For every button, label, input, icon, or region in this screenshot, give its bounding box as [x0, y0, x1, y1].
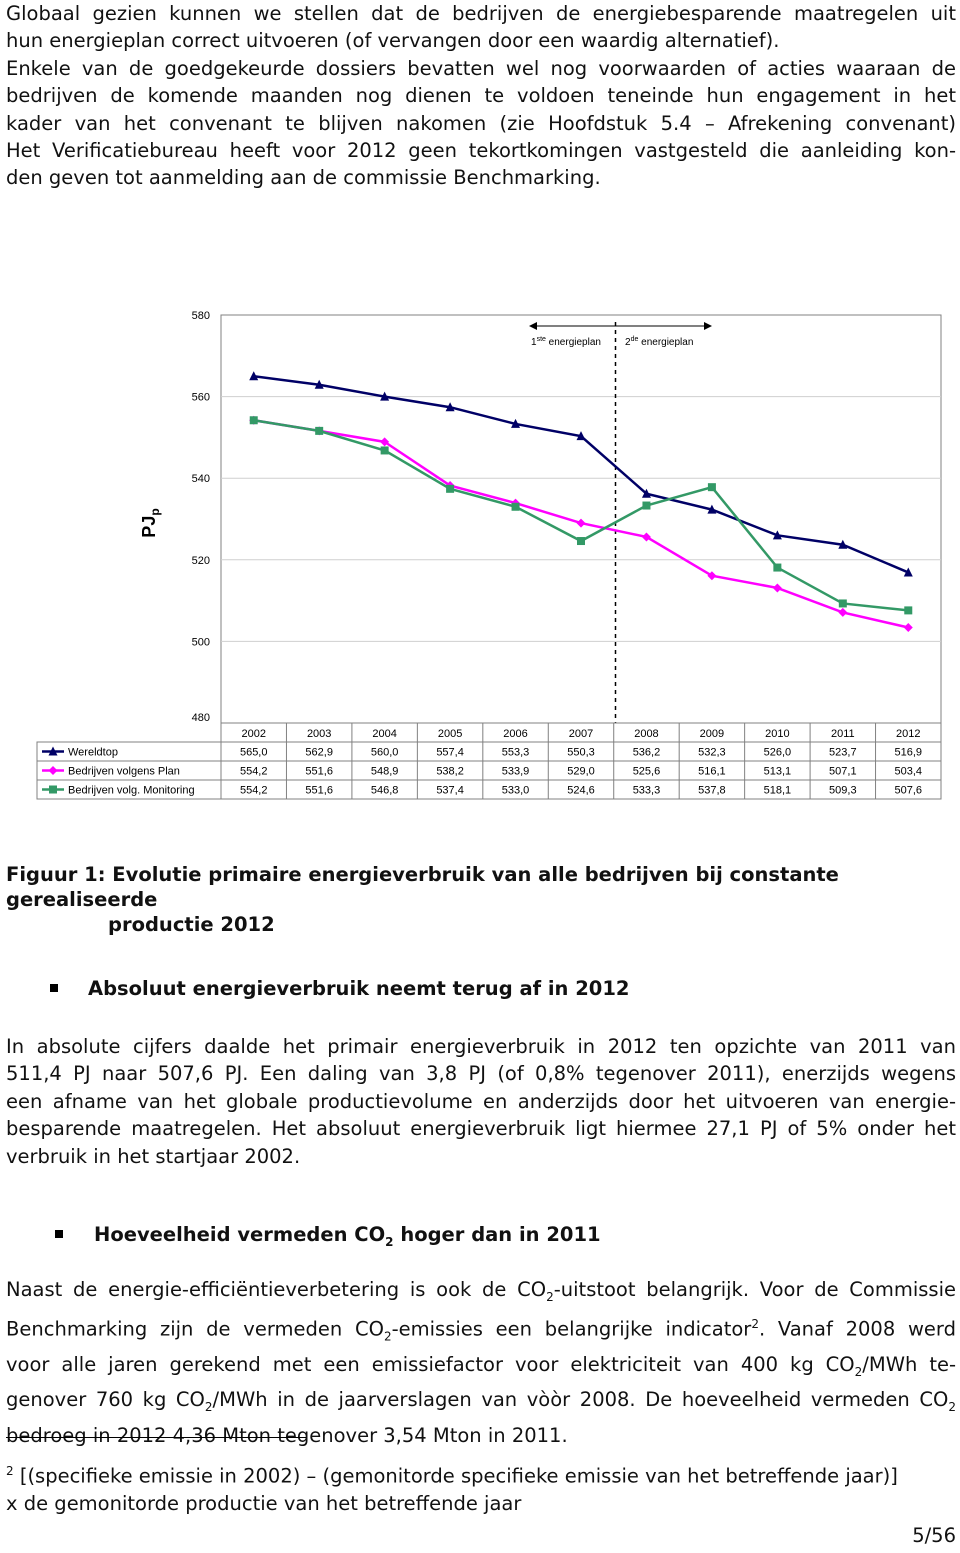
section1-line: een afname van het globale productievolume en anderzijds door het uitvoeren van energie- — [6, 1089, 956, 1113]
text-run: -uitstoot belangrijk. Voor de Commissie — [553, 1278, 956, 1301]
legend-label: Wereldtop — [68, 746, 118, 759]
table-cell: 533,0 — [501, 784, 530, 797]
table-cell: 548,9 — [370, 765, 399, 778]
subscript: 2 — [204, 1400, 213, 1415]
table-cell: 516,9 — [894, 746, 923, 759]
section2-line — [6, 1386, 956, 1421]
intro-line: Het Verificatiebureau heeft voor 2012 geen tekortkomingen vastgesteld die aanleiding kon- — [6, 139, 956, 163]
table-cell: 533,3 — [632, 784, 661, 797]
text-run: Benchmarking zijn de vermeden CO — [6, 1317, 384, 1341]
text-run: genover 760 kg CO — [6, 1388, 205, 1412]
y-tick-label: 520 — [191, 554, 210, 567]
y-tick-label: 540 — [191, 473, 210, 486]
section2-line: bedroeg in 2012 4,36 Mton tegenover 3,54 Mton in 2011. — [6, 1423, 568, 1447]
table-cell: 513,1 — [763, 765, 792, 778]
y-tick-labels — [192, 310, 210, 724]
table-cell: 562,9 — [305, 746, 333, 759]
table-cell: 525,6 — [632, 765, 661, 778]
x-tick-label: 2005 — [437, 728, 463, 740]
section2-paragraph — [6, 1276, 956, 1449]
y-tick-label: 580 — [191, 310, 210, 322]
bullet-icon — [55, 1230, 63, 1238]
table-cell: 546,8 — [370, 784, 399, 797]
footnote-line-1 — [6, 1458, 898, 1490]
section2-heading — [94, 1223, 601, 1249]
y-tick-label: 500 — [191, 636, 210, 649]
section1-paragraph — [6, 1033, 956, 1170]
table-cell: 532,3 — [698, 746, 726, 759]
y-tick-label: 560 — [191, 391, 210, 404]
subscript: 2 — [854, 1364, 863, 1379]
section2-line — [6, 1276, 956, 1311]
intro-line: den geven tot aanmelding aan de commissie Benchmarking. — [6, 166, 601, 190]
footnote-rule — [6, 1437, 306, 1438]
table-cell: 536,2 — [632, 746, 661, 759]
legend-marker — [49, 766, 58, 775]
section2-heading-a: Hoeveelheid vermeden CO — [94, 1223, 386, 1246]
x-tick-label: 2009 — [699, 728, 725, 740]
data-point — [642, 502, 650, 510]
section1-line: In absolute cijfers daalde het primair energieverbruik in 2012 ten opzichte van 2011 van — [6, 1035, 956, 1058]
table-cell: 526,0 — [763, 746, 792, 759]
section2-heading-b: hoger dan in 2011 — [393, 1223, 601, 1246]
second-plan-num: 2 — [625, 337, 631, 348]
x-tick-label: 2011 — [830, 728, 855, 740]
section1-line: 511,4 PJ naar 507,6 PJ. Een daling van 3,8 PJ (of 0,8% tegenover 2011), enerzijds wegens — [6, 1062, 956, 1086]
table-cell: 554,2 — [239, 765, 268, 778]
y-tick-label: 480 — [191, 712, 210, 724]
table-cell: 538,2 — [436, 765, 464, 778]
page-number: 5/56 — [912, 1524, 956, 1547]
text-run: /MWh te- — [862, 1353, 956, 1377]
table-cell: 509,3 — [829, 784, 857, 797]
data-point — [446, 485, 454, 493]
table-cell: 529,0 — [567, 765, 595, 778]
table-cell: 507,6 — [894, 784, 923, 797]
x-tick-label: 2008 — [634, 728, 659, 740]
x-tick-label: 2010 — [765, 728, 790, 740]
energy-chart — [0, 300, 960, 810]
footnote-mark: 2 — [6, 1464, 14, 1478]
table-cell: 518,1 — [763, 784, 792, 797]
footnote-line-2: x de gemonitorde productie van het betreffende jaar — [6, 1491, 522, 1515]
first-plan-text: energieplan — [545, 337, 601, 348]
table-cell: 557,4 — [436, 746, 464, 759]
section1-line: besparende maatregelen. Het absoluut energieverbruik ligt hiermee 27,1 PJ of 5% onder het — [6, 1117, 956, 1141]
text-run: -emissies een belangrijke indicator — [391, 1317, 752, 1341]
footnote — [6, 1458, 898, 1517]
text-run: . Vanaf 2008 werd — [758, 1317, 956, 1341]
table-cell: 537,4 — [436, 784, 464, 797]
section1-line: verbruik in het startjaar 2002. — [6, 1144, 301, 1168]
table-cell: 516,1 — [698, 765, 726, 778]
subscript: 2 — [383, 1329, 392, 1344]
x-tick-label: 2002 — [241, 728, 266, 740]
first-plan-num: 1 — [531, 337, 537, 348]
y-axis-label-sub: p — [148, 508, 162, 516]
x-tick-label: 2012 — [896, 728, 921, 740]
intro-line: Globaal gezien kunnen we stellen dat de bedrijven de energiebesparende maatregelen uit — [6, 2, 956, 25]
data-point — [315, 427, 323, 435]
section2-line — [6, 1311, 956, 1351]
text-run: Naast de energie-efficiëntieverbetering is ook de CO — [6, 1278, 547, 1301]
table-cell: 537,8 — [698, 784, 726, 797]
footnote-ref: 2 — [751, 1317, 759, 1332]
x-tick-label: 2004 — [372, 728, 397, 740]
text-run: voor alle jaren gerekend met een emissiefactor voor elektriciteit van 400 kg CO — [6, 1353, 855, 1377]
first-plan-sup: ste — [536, 336, 546, 343]
intro-paragraph — [6, 0, 956, 192]
table-cell: 560,0 — [370, 746, 399, 759]
table-cell: 565,0 — [239, 746, 268, 759]
caption-line-2: productie 2012 — [108, 913, 275, 936]
figure-caption — [6, 862, 960, 937]
y-axis-label-main: PJ — [139, 515, 159, 538]
legend-label: Bedrijven volg. Monitoring — [68, 784, 195, 797]
x-tick-label: 2003 — [306, 728, 332, 740]
section2-heading-sub: 2 — [385, 1234, 394, 1249]
data-point — [839, 599, 847, 607]
text-run: /MWh in de jaarverslagen van vòòr 2008. De hoeveelheid vermeden CO — [212, 1388, 949, 1412]
caption-line-1: Figuur 1: Evolutie primaire energieverbruik van alle bedrijven bij constante gerealiseerde — [6, 863, 839, 911]
data-point — [250, 416, 258, 424]
y-axis-label — [139, 508, 162, 537]
data-point — [577, 537, 585, 545]
data-point — [708, 483, 716, 491]
table-cell: 553,3 — [501, 746, 530, 759]
subscript: 2 — [948, 1400, 957, 1415]
data-point — [773, 564, 781, 572]
data-point — [904, 606, 912, 614]
data-point — [512, 503, 520, 511]
table-cell: 533,9 — [501, 765, 530, 778]
second-plan-text: energieplan — [638, 337, 694, 348]
table-cell: 550,3 — [567, 746, 595, 759]
table-cell: 551,6 — [305, 765, 333, 778]
x-tick-label: 2007 — [568, 728, 594, 740]
bullet-icon — [50, 984, 58, 992]
legend-label: Bedrijven volgens Plan — [68, 765, 180, 778]
x-tick-label: 2006 — [503, 728, 528, 740]
section1-heading: Absoluut energieverbruik neemt terug af in 2012 — [88, 977, 630, 1000]
second-plan-sup: de — [630, 336, 639, 343]
table-cell: 523,7 — [829, 746, 857, 759]
data-table — [37, 723, 941, 799]
intro-line: Enkele van de goedgekeurde dossiers bevatten wel nog voorwaarden of acties waaraan de — [6, 56, 956, 80]
table-cell: 551,6 — [305, 784, 333, 797]
intro-line: bedrijven de komende maanden nog dienen te voldoen teneinde hun engagement in het — [6, 84, 956, 108]
intro-line: kader van het convenant te blijven nakomen (zie Hoofdstuk 5.4 – Afrekening convenant) — [6, 111, 956, 135]
legend-marker — [49, 786, 57, 794]
intro-line: hun energieplan correct uitvoeren (of vervangen door een waardig alternatief). — [6, 29, 780, 53]
subscript: 2 — [546, 1289, 554, 1304]
section2-line — [6, 1351, 956, 1386]
table-cell: 507,1 — [829, 765, 857, 778]
table-cell: 554,2 — [239, 784, 268, 797]
table-cell: 503,4 — [894, 765, 923, 778]
data-point — [381, 446, 389, 454]
footnote-text: [(specifieke emissie in 2002) – (gemonitorde specifieke emissie van het betreffende jaar)] — [13, 1464, 898, 1488]
table-cell: 524,6 — [567, 784, 595, 797]
